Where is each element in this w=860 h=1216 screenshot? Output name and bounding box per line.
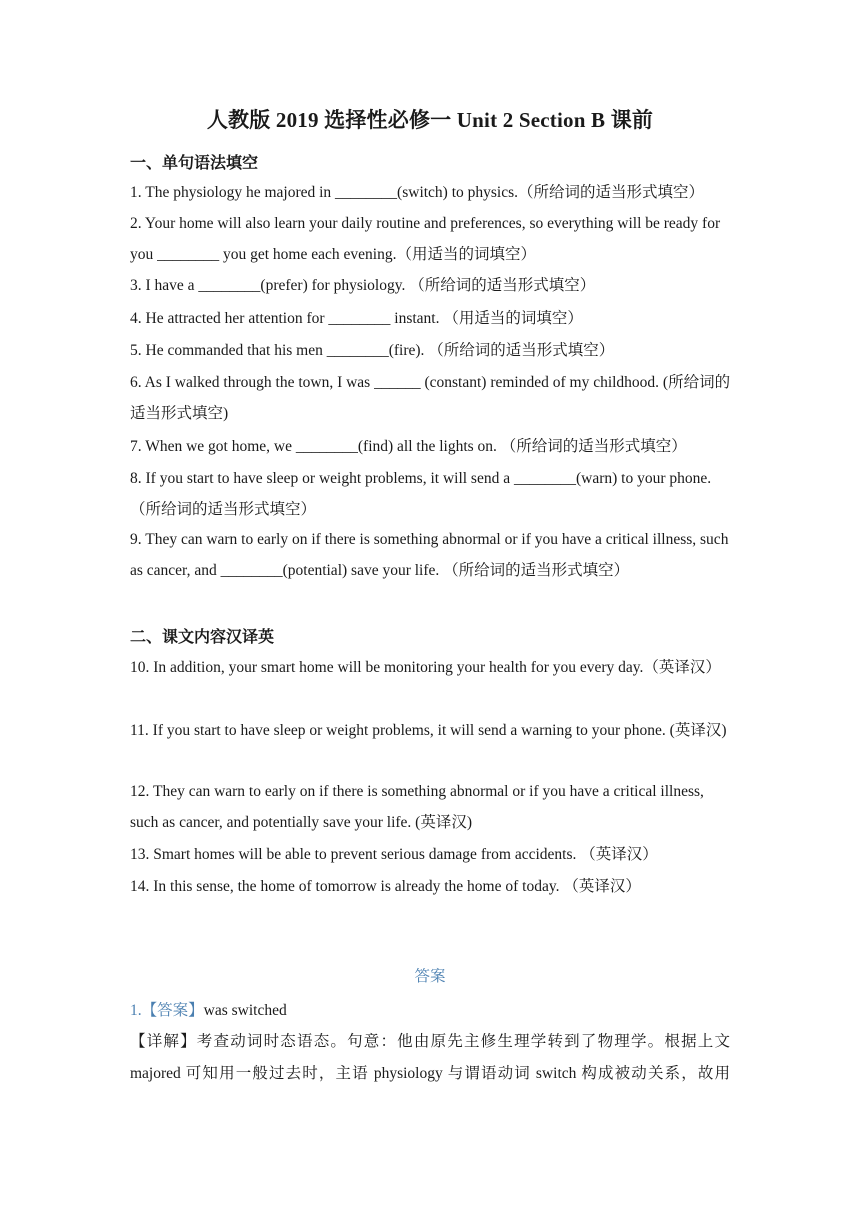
question-11: 11. If you start to have sleep or weight problems, it will send a warning to your phone. (英译汉) [130, 722, 727, 739]
question-7: 7. When we got home, we ________(find) all the lights on. （所给词的适当形式填空） [130, 438, 687, 455]
question-8: 8. If you start to have sleep or weight problems, it will send a ________(warn) to your phone. （所给词的适当形式填空） [130, 470, 712, 518]
question-5: 5. He commanded that his men ________(fire). （所给词的适当形式填空） [130, 342, 615, 359]
question-4: 4. He attracted her attention for ________ instant. （用适当的词填空） [130, 310, 583, 327]
section-heading-grammar: 一、单句语法填空 [130, 155, 259, 172]
question-3: 3. I have a ________(prefer) for physiology. （所给词的适当形式填空） [130, 277, 596, 294]
section-heading-translation: 二、课文内容汉译英 [130, 629, 275, 646]
detail-text: 考查动词时态语态。句意：他由原先主修生理学转到了物理学。根据上文 majored 可知用一般过去时，主语 physiology 与谓语动词 switch 构成被动关系，故用 [130, 1033, 730, 1082]
question-14: 14. In this sense, the home of tomorrow is already the home of today. （英译汉） [130, 878, 641, 895]
question-1: 1. The physiology he majored in ________(switch) to physics.（所给词的适当形式填空） [130, 184, 705, 201]
answers-heading: 答案 [414, 968, 446, 985]
question-13: 13. Smart homes will be able to prevent serious damage from accidents. （英译汉） [130, 846, 658, 863]
question-2: 2. Your home will also learn your daily routine and preferences, so everything will be ready for you ________ you get home each evening.（用适当的词填空） [130, 215, 721, 263]
detail-tag: 【详解】 [130, 1033, 197, 1050]
question-9: 9. They can warn to early on if there is something abnormal or if you have a critical illness, such as cancer, and ________(potential) save your life. （所给词的适当形式填空） [130, 531, 729, 579]
answer-tag: 【答案】 [141, 1002, 204, 1019]
answer-1 [130, 996, 287, 1026]
answer-1-detail [130, 1026, 730, 1090]
answer-text: was switched [203, 1002, 287, 1019]
question-6: 6. As I walked through the town, I was ______ (constant) reminded of my childhood. (所给词的适当形式填空) [130, 374, 731, 422]
question-12: 12. They can warn to early on if there is something abnormal or if you have a critical illness, such as cancer, and potentially save your life. (英译汉) [130, 783, 704, 831]
answer-number: 1. [130, 1002, 142, 1019]
question-10: 10. In addition, your smart home will be monitoring your health for you every day.（英译汉） [130, 659, 721, 676]
document-title: 人教版 2019 选择性必修一 Unit 2 Section B 课前 [206, 108, 654, 132]
